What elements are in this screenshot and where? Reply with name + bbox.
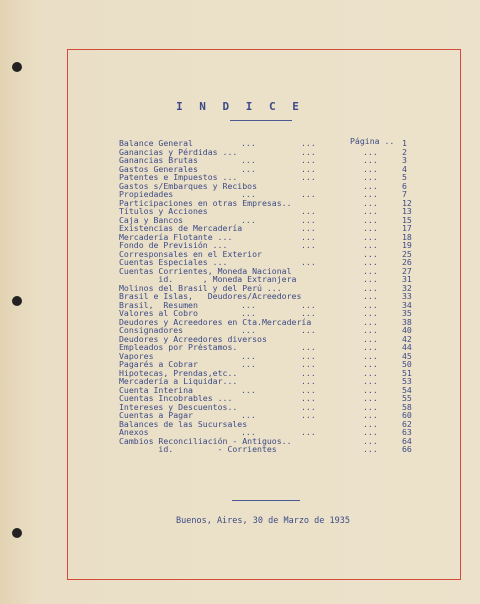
page-number: 17	[402, 223, 412, 233]
entry-title: Brasil, Resumen	[119, 299, 198, 310]
closing-rule	[232, 500, 300, 501]
binder-hole	[12, 296, 22, 306]
dot-leader: ...	[363, 401, 378, 412]
page-number: 32	[402, 282, 412, 293]
dot-leader: ...	[363, 410, 378, 420]
entry-title: Ganancias Brutas	[119, 155, 198, 165]
entry-title: Cuenta Interina	[119, 384, 193, 395]
dot-leader: ...	[241, 384, 256, 395]
entry-title: Molinos del Brasil y del Perú ...	[119, 282, 282, 293]
page-number: 25	[402, 248, 412, 259]
dot-leader: ...	[301, 410, 316, 420]
entry-title: Balance General	[119, 138, 193, 148]
toc-rows	[119, 139, 419, 454]
dot-leader: ...	[241, 410, 256, 420]
page-number: 5	[402, 172, 407, 182]
page-number: 62	[402, 418, 412, 429]
dot-leader: ...	[363, 350, 378, 361]
dot-leader: ...	[363, 206, 378, 216]
dot-leader: ...	[363, 308, 378, 318]
dot-leader: ...	[301, 393, 316, 403]
page-number: 26	[402, 257, 412, 267]
page-number: 13	[402, 206, 412, 216]
dot-leader: ...	[301, 299, 316, 310]
dot-leader: ...	[363, 367, 378, 378]
dot-leader: ...	[363, 291, 378, 301]
dot-leader: ...	[363, 282, 378, 293]
dot-leader: ...	[301, 138, 316, 148]
dot-leader: ...	[301, 172, 316, 182]
page-number: 44	[402, 342, 412, 352]
dot-leader: ...	[301, 376, 316, 386]
entry-title: id. , Moneda Extranjera	[119, 274, 297, 284]
dot-leader: ...	[241, 427, 256, 437]
dot-leader: ...	[363, 265, 378, 276]
entry-title: Cuentas a Pagar	[119, 410, 193, 420]
entry-title: Cuentas Corrientes, Moneda Nacional	[119, 265, 292, 276]
dot-leader: ...	[363, 427, 378, 437]
entry-title: Participaciones en otras Empresas..	[119, 197, 292, 208]
page-title: I N D I C E	[176, 100, 304, 113]
dot-leader: ...	[301, 231, 316, 242]
dot-leader: ...	[363, 223, 378, 233]
page-number: 60	[402, 410, 412, 420]
page-number: 19	[402, 240, 412, 250]
dot-leader: ...	[363, 393, 378, 403]
dot-leader: ...	[363, 376, 378, 386]
entry-title: Vapores	[119, 350, 154, 361]
page-number: 53	[402, 376, 412, 386]
page-number: 45	[402, 350, 412, 361]
dot-leader: ...	[301, 325, 316, 335]
dot-leader: ...	[363, 146, 378, 157]
dot-leader: ...	[301, 155, 316, 165]
dot-leader: ...	[363, 274, 378, 284]
dot-leader: ...	[363, 197, 378, 208]
page-number: 63	[402, 427, 412, 437]
dot-leader: ...	[301, 189, 316, 199]
title-underline	[230, 120, 292, 121]
entry-title: Cuentas Especiales ...	[119, 257, 228, 267]
page-number: 51	[402, 367, 412, 378]
page-number: 12	[402, 197, 412, 208]
dot-leader: ...	[363, 359, 378, 369]
dot-leader: ...	[301, 359, 316, 369]
entry-title: Deudores y Acreedores en Cta.Mercadería	[119, 316, 312, 327]
page-number: 58	[402, 401, 412, 412]
binder-hole	[12, 528, 22, 538]
entry-title: Gastos Generales	[119, 163, 198, 174]
page-number: 64	[402, 435, 412, 446]
dot-leader: ...	[363, 435, 378, 446]
dot-leader: ...	[241, 308, 256, 318]
entry-title: Títulos y Acciones	[119, 206, 208, 216]
dot-leader: ...	[301, 223, 316, 233]
entry-title: Pagarés a Cobrar	[119, 359, 198, 369]
binder-hole	[12, 62, 22, 72]
dot-leader: ...	[301, 257, 316, 267]
dot-leader: ...	[241, 325, 256, 335]
dot-leader: ...	[241, 299, 256, 310]
dot-leader: ...	[363, 240, 378, 250]
entry-title: Ganancias y Pérdidas ...	[119, 146, 238, 157]
dot-leader: ...	[363, 418, 378, 429]
toc-entry	[119, 445, 419, 454]
page-number: 50	[402, 359, 412, 369]
entry-title: Mercadería a Liquidar...	[119, 376, 238, 386]
dot-leader: ...	[363, 257, 378, 267]
dot-leader: ...	[363, 231, 378, 242]
page-number: 66	[402, 444, 412, 454]
entry-title: id. - Corrientes	[119, 444, 277, 454]
dot-leader: ...	[363, 163, 378, 174]
entry-title: Intereses y Descuentos..	[119, 401, 238, 412]
page-number: 31	[402, 274, 412, 284]
dot-leader: ...	[301, 163, 316, 174]
dot-leader: ...	[301, 384, 316, 395]
entry-title: Propiedades	[119, 189, 174, 199]
entry-title: Brasil e Islas, Deudores/Acreedores	[119, 291, 302, 301]
dot-leader: ...	[363, 248, 378, 259]
page-number: 7	[402, 189, 407, 199]
page-number: 1	[402, 138, 407, 148]
dot-leader: ...	[301, 427, 316, 437]
page-number: 33	[402, 291, 412, 301]
dot-leader: ...	[241, 214, 256, 225]
dot-leader: ...	[241, 359, 256, 369]
page-number: 40	[402, 325, 412, 335]
dot-leader: ...	[363, 316, 378, 327]
dot-leader: ...	[241, 163, 256, 174]
entry-title: Consignadores	[119, 325, 184, 335]
page-number: 2	[402, 146, 407, 157]
page-number: 34	[402, 299, 412, 310]
page-number: 6	[402, 180, 407, 191]
dot-leader: ...	[363, 172, 378, 182]
page-number: 27	[402, 265, 412, 276]
entry-title: Patentes e Impuestos ...	[119, 172, 238, 182]
page-number: 54	[402, 384, 412, 395]
page-number: 18	[402, 231, 412, 242]
page-number: 3	[402, 155, 407, 165]
entry-title: Hipotecas, Prendas,etc..	[119, 367, 238, 378]
entry-title: Mercadería Flotante ...	[119, 231, 233, 242]
page-column-header: Página ..	[350, 136, 395, 146]
dot-leader: ...	[363, 333, 378, 344]
dot-leader: ...	[241, 189, 256, 199]
dot-leader: ...	[363, 299, 378, 310]
dot-leader: ...	[301, 367, 316, 378]
dot-leader: ...	[241, 350, 256, 361]
date-line: Buenos, Aires, 30 de Marzo de 1935	[176, 516, 350, 526]
dot-leader: ...	[301, 350, 316, 361]
dot-leader: ...	[363, 342, 378, 352]
dot-leader: ...	[363, 214, 378, 225]
dot-leader: ...	[363, 325, 378, 335]
entry-title: Corresponsales en el Exterior	[119, 248, 262, 259]
entry-title: Cuentas Incobrables ...	[119, 393, 233, 403]
page-number: 35	[402, 308, 412, 318]
entry-title: Existencias de Mercadería	[119, 223, 243, 233]
entry-title: Anexos	[119, 427, 149, 437]
dot-leader: ...	[301, 214, 316, 225]
entry-title: Deudores y Acreedores diversos	[119, 333, 267, 344]
dot-leader: ...	[241, 155, 256, 165]
entry-title: Cambios Reconciliación - Antiguos..	[119, 435, 292, 446]
dot-leader: ...	[301, 308, 316, 318]
dot-leader: ...	[363, 155, 378, 165]
entry-title: Balances de las Sucursales	[119, 418, 248, 429]
dot-leader: ...	[363, 189, 378, 199]
dot-leader: ...	[301, 146, 316, 157]
dot-leader: ...	[241, 138, 256, 148]
dot-leader: ...	[301, 401, 316, 412]
entry-title: Caja y Bancos	[119, 214, 184, 225]
dot-leader: ...	[363, 444, 378, 454]
dot-leader: ...	[301, 342, 316, 352]
page-number: 42	[402, 333, 412, 344]
entry-title: Empleados por Préstamos.	[119, 342, 238, 352]
page-number: 38	[402, 316, 412, 327]
dot-leader: ...	[301, 206, 316, 216]
entry-title: Gastos s/Embarques y Recibos	[119, 180, 258, 191]
page-number: 15	[402, 214, 412, 225]
page-number: 55	[402, 393, 412, 403]
dot-leader: ...	[301, 240, 316, 250]
dot-leader: ...	[363, 384, 378, 395]
dot-leader: ...	[363, 180, 378, 191]
page-number: 4	[402, 163, 407, 174]
entry-title: Valores al Cobro	[119, 308, 198, 318]
entry-title: Fondo de Previsión ...	[119, 240, 228, 250]
